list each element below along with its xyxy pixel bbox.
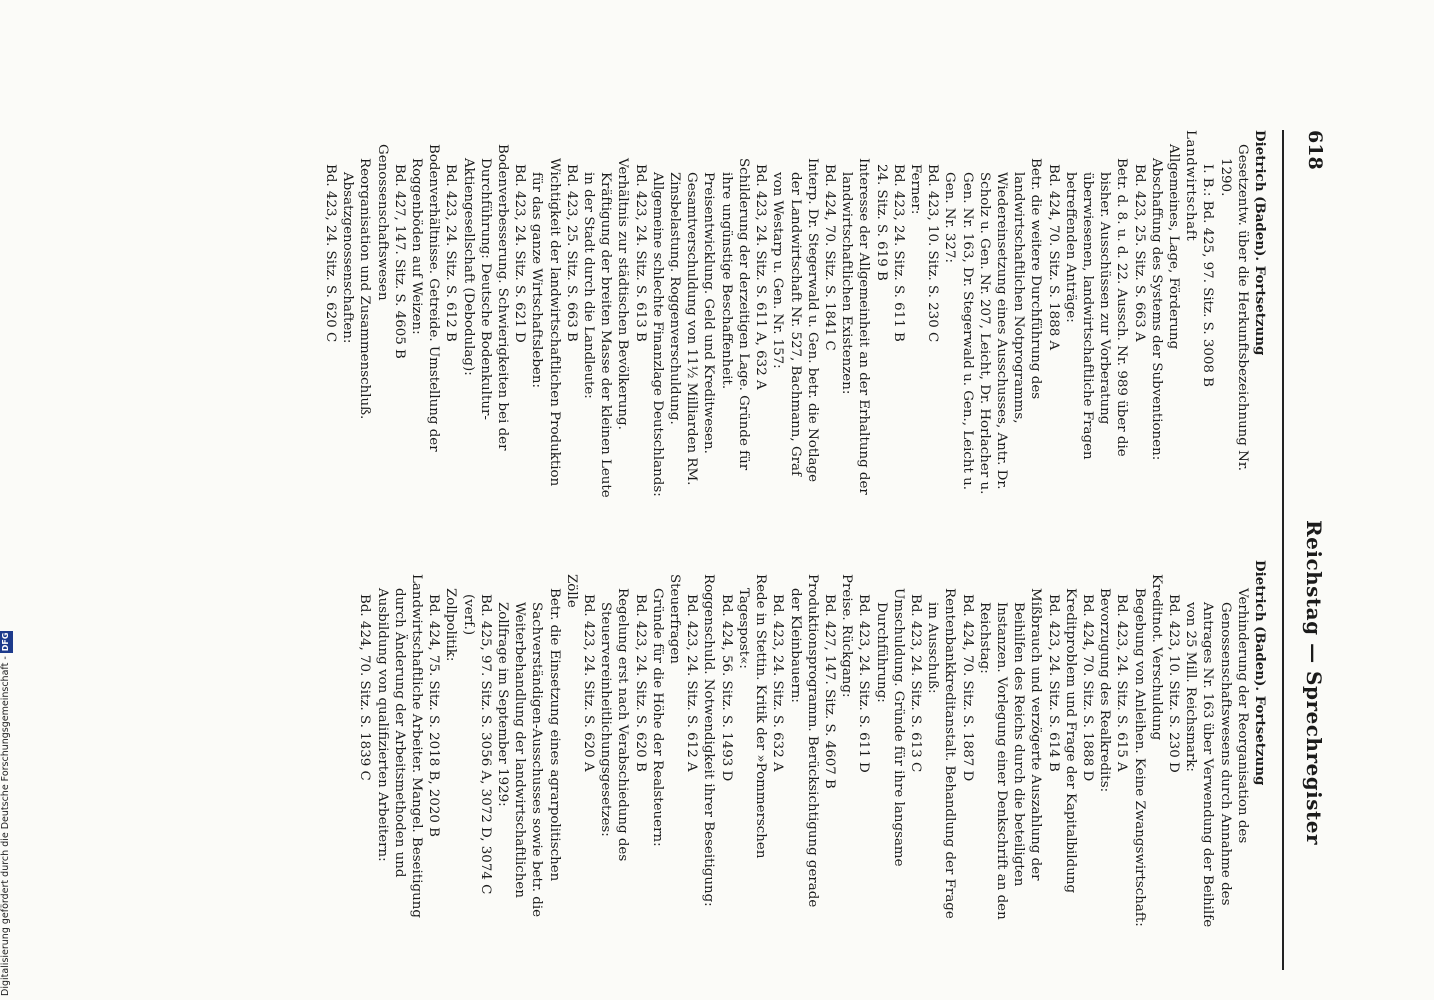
right-column (356, 560, 1268, 930)
topic-entry: Betr. d. 8. u. d. 22. Aussch. Nr. 989 über die bisher. Ausschüssen zur Vorberatung überwiesenen, landwirtschaftliche Fragen betreffenden Anträge: (1062, 158, 1130, 460)
topic-entry: Kreditproblem und Frage der Kapitalbildung (1062, 588, 1078, 894)
subtopic: Genossenschaftswesen (374, 144, 390, 301)
citation-reference: Bd. 427, 147. Sitz. S. 4607 B (821, 594, 837, 789)
citation-reference: Bd. 424, 70. Sitz. S. 1888 A (1045, 164, 1061, 351)
subtopic: Roggenschuld. Notwendigkeit ihrer Beseitigung: (701, 574, 717, 907)
topic-entry: Abschaffung des Systems der Subventionen: (1148, 158, 1164, 461)
topic-entry: Wichtigkeit der landwirtschaftlichen Produktion für das ganze Wirtschaftsleben: (529, 158, 562, 487)
citation-reference: Bd. 423, 24. Sitz. S. 621 D (512, 164, 528, 343)
citation-reference: Bd. 425, 97. Sitz. S. 3056 A, 3072 D, 3074 C (verf.) (460, 594, 493, 895)
citation-reference: Bd. 423, 24. Sitz. S. 632 A (770, 594, 786, 772)
entry-heading: Dietrich (Baden). Fortsetzung (1252, 560, 1268, 786)
citation-reference: Bd. 423, 25. Sitz. S. 663 A (1131, 164, 1147, 342)
page-header (1286, 130, 1326, 970)
page-title: Reichstag — Sprechregister (1302, 520, 1326, 846)
digitization-stamp (0, 590, 13, 996)
subtopic: Allgemeines, Lage, Förderung (1165, 144, 1181, 350)
header-rule (1282, 130, 1284, 970)
citation-reference: Bd. 424, 70. Sitz. S. 1841 C (821, 164, 837, 351)
subtopic: Zölle (563, 574, 579, 608)
topic-entry: Umschuldung. Gründe für ihre langsame Durchführung: (873, 588, 906, 867)
citation-reference: Bd. 423, 24. Sitz. S. 611 D (856, 594, 872, 773)
left-column (322, 130, 1268, 500)
citation-reference: Bd. 423, 24. Sitz. S. 614 B (1045, 594, 1061, 772)
topic-entry: Interp. Dr. Stegerwald u. Gen. betr. die Notlage der Landwirtschaft Nr. 527, Bachmann, Graf von Westarp u. Gen. Nr. 157: (770, 158, 820, 482)
citation-reference: Bd. 423, 24. Sitz. S. 613 C (907, 594, 923, 773)
topic-entry: Mißbrauch und verzögerte Auszahlung der Beihilfen des Reichs durch die beteiligten Instanzen. Vorlegung einer Denkschrift an den Reichstag: (976, 588, 1044, 920)
topic-entry: Reorganisation und Zusammenschluß. Absatzgenossenschaften: (340, 158, 373, 420)
citation-reference: Bd. 424, 56. Sitz. S. 1493 D (718, 594, 734, 782)
subtopic: Gesetzentw. über die Herkunftsbezeichnung Nr. 1290. (1217, 144, 1250, 472)
section-label: Landwirtschaft (1183, 130, 1199, 242)
citation-reference: Bd. 423, 24. Sitz. S. 615 A (1114, 594, 1130, 772)
citation-reference: Bd. 427, 147. Sitz. S. 4605 B (391, 164, 407, 359)
subtopic: Steuerfragen (667, 574, 683, 664)
citation-reference: Bd. 423, 24. Sitz. S. 620 B (632, 594, 648, 772)
citation-reference: Bd. 423, 10. Sitz. S. 230 C (925, 164, 941, 343)
subtopic: Bodenverbesserung. Schwierigkeiten bei der Durchführung: Deutsche Bodenkultur-Aktiengesellschaft (Debodulag): (460, 144, 511, 451)
citation-reference: Bd. 423, 24. Sitz. S. 611 B (890, 164, 906, 342)
citation-reference: I. B.: Bd. 425, 97. Sitz. S. 3008 B (1200, 164, 1216, 388)
topic-entry: Verhältnis zur städtischen Bevölkerung. Kräftigung der breiten Masse der kleinen Leute in der Stadt durch die Landleute: (581, 158, 631, 498)
topic-entry: Betr. die Einsetzung eines agrarpolitischen Sachverständigen-Ausschusses sowie betr. die Weiterbehandlung der landwirtschaftlichen Zollfrage im September 1929: (495, 588, 562, 918)
topic-entry: Betr. die weitere Durchführung des landwirtschaftlichen Notprogramms, Wiedereinsetzung eines Ausschusses, Antr. Dr. Scholz u. Gen. Nr. 207, Leicht, Dr. Horlacher u. Gen. Nr. 163, Dr. Stegerwald u. Gen., Leicht u. Gen. Nr. 327: (942, 158, 1044, 495)
citation-reference: Bd. 423, 24. Sitz. S. 611 A, 632 A (753, 164, 769, 390)
topic-entry: Gründe für die Höhe der Realsteuern: (649, 588, 665, 847)
dfg-logo: DFG (0, 631, 13, 654)
subtopic: Rede in Stettin. Kritik der »Pommerschen Tagespost«: (735, 574, 769, 859)
topic-entry: Regelung erst nach Verabschiedung des Steuervereinheitlichungsgesetzes: (598, 588, 631, 862)
topic-entry: Schilderung der derzeitigen Lage. Gründe für ihre ungünstige Beschaffenheit. Preisentwicklung. Geld und Kreditwesen. Gesamtverschuldung von 11½ Milliarden RM. Zinsbelastung. Roggenverschuldung. Allgemeine schlechte Finanzlage Deutschlands: (649, 158, 751, 497)
citation-reference: Bd. 424, 70. Sitz. S. 1839 C (357, 594, 373, 781)
topic-entry: Zollpolitik: (443, 588, 459, 662)
topic-entry: Bevorzugung des Realkredits: (1097, 588, 1113, 793)
subtopic: Kreditnot. Verschuldung (1148, 574, 1164, 741)
subtopic: Bodenverhältnisse. Getreide. Umstellung der Roggenböden auf Weizen: (409, 144, 442, 452)
citation-reference: Bd. 423, 25. Sitz. S. 663 B (563, 164, 579, 342)
subtopic: Produktionsprogramm. Berücksichtigung gerade der Kleinbauern: (787, 574, 820, 908)
stamp-text: Digitalisierung gefördert durch die Deutsche Forschungsgemeinschaft - (0, 656, 11, 996)
citation-reference: Bd. 423, 24. Sitz. S. 612 A (684, 594, 700, 772)
topic-entry: Begebung von Anleihen. Keine Zwangswirtschaft: (1131, 588, 1147, 927)
subtopic: Landwirtschaftliche Arbeiter. Mangel. Beseitigung durch Änderung der Arbeitsmethoden und Ausbildung von qualifizierten Arbeitern: (374, 574, 425, 918)
citation-reference: Bd. 423, 10. Sitz. S. 230 D (1165, 594, 1181, 773)
topic-entry: Rentenbankkreditanstalt. Behandlung der Frage im Ausschuß: (925, 588, 958, 919)
citation-reference: Bd. 424, 70. Sitz. S. 1887 D (959, 594, 975, 782)
citation-reference: Bd. 423, 24. Sitz. S. 620 C (323, 164, 339, 343)
entry-heading: Dietrich (Baden). Fortsetzung (1252, 130, 1268, 356)
topic-entry: Interesse der Allgemeinheit an der Erhaltung der landwirtschaftlichen Existenzen: (839, 158, 872, 495)
citation-reference: Bd. 424, 75. Sitz. S. 2018 B, 2020 B (426, 594, 442, 838)
citation-reference: Bd. 423, 24. Sitz. S. 620 A (581, 594, 597, 772)
citation-reference: Bd. 423, 24. Sitz. S. 613 B (632, 164, 648, 342)
citation-reference: 24. Sitz. S. 619 B (873, 164, 889, 281)
topic-entry: Verhinderung der Reorganisation des Genossenschaftswesens durch Annahme des Antrages Nr. 163 über Verwendung der Beihilfe von 25 Mill. Reichsmark: (1183, 588, 1250, 928)
citation-reference: Bd. 424, 70. Sitz. S. 1888 D (1079, 594, 1095, 782)
page-number: 618 (1304, 130, 1326, 170)
citation-reference: Bd. 423, 24. Sitz. S. 612 B (443, 164, 459, 342)
citation-reference: Ferner: (907, 164, 923, 215)
subtopic: Preise. Rückgang: (839, 574, 855, 698)
